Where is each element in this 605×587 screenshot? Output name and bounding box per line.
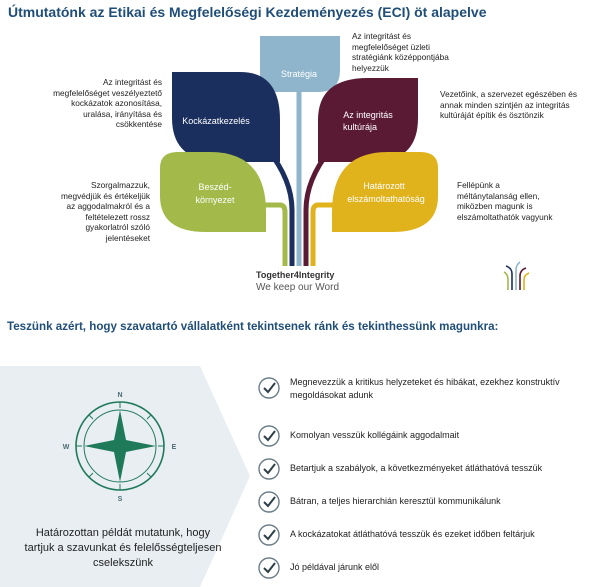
compass-e: E (171, 444, 177, 451)
checklist-item: Betartjuk a szabályok, a következményeket átláthatóvá tesszük (258, 457, 603, 487)
description-hatarozott: Fellépünk a méltánytalanság ellen, miközben magunk is elszámoltathatók vagyunk (457, 180, 553, 222)
leaf-label-integritas-2: kultúrája (342, 122, 378, 132)
check-icon (258, 425, 280, 447)
leaf-label-beszed-1: Beszéd- (198, 182, 232, 192)
check-icon (258, 557, 280, 579)
compass-icon (60, 386, 180, 506)
leaf-integritas (318, 78, 418, 162)
page-title: Útmutatónk az Etikai és Megfelelőségi Kezdeményezés (ECI) öt alapelve (8, 4, 487, 20)
leaf-label-strategia: Stratégia (280, 69, 318, 79)
description-integritas: Vezetőink, a szervezet egészében és annak minden szintjén az integritás kultúráját építik és ösztönzik (440, 89, 577, 121)
compass-w: W (62, 444, 70, 451)
checklist-item: A kockázatokat átláthatóvá tesszük és ezeket időben feltárjuk (258, 523, 603, 553)
leaf-label-integritas-1: Az integritás (343, 110, 393, 120)
checklist-item: Bátran, a teljes hierarchián keresztül kommunikálunk (258, 490, 603, 520)
brand-name: Together4Integrity (256, 270, 335, 280)
leaf-hatarozott (332, 152, 438, 232)
check-icon (258, 377, 280, 399)
check-icon (258, 491, 280, 513)
checklist-item: Megnevezzük a kritikus helyzeteket és hibákat, ezekhez konstruktív megoldásokat adunk (258, 376, 603, 406)
logo-icon (504, 262, 529, 290)
stem-kockazat (268, 150, 292, 266)
section-subtitle: Teszünk azért, hogy szavatartó vállalatként tekintsenek ránk és tekinthessünk magunkra: (7, 320, 499, 333)
stem-integritas (306, 150, 330, 266)
description-beszed: Szorgalmazzuk, megvédjük és értékeljük az aggodalmakról és a feltételezett rossz gyakorlatról szóló jelentéseket (60, 180, 150, 243)
brand-tagline: We keep our Word (256, 282, 340, 293)
leaf-label-hatarozott-1: Határozott (363, 181, 405, 191)
description-kockazat: Az integritást és megfelelőséget veszélyeztető kockázatok azonosítása, uralása, irányítása és csökkentése (53, 77, 162, 130)
leaf-label-beszed-2: környezet (195, 195, 235, 205)
leaf-label-kockazat: Kockázatkezelés (182, 116, 250, 126)
checklist-item: Komolyan vesszük kollégáink aggodalmait (258, 424, 603, 454)
leaf-strategia (260, 36, 340, 92)
compass-n: N (117, 392, 123, 399)
description-strategia: Az integritást és megfelelőséget üzleti stratégiánk középpontjába helyezzük (352, 31, 449, 73)
leaf-label-hatarozott-2: elszámoltathatóság (347, 194, 425, 204)
checklist-item: Jó példával járunk elől (258, 556, 603, 586)
check-icon (258, 458, 280, 480)
compass-s: S (117, 496, 123, 503)
panel-statement: Határozottan példát mutatunk, hogy tartjuk a szavunkat és felelősségteljesen cselekszünk (24, 527, 222, 569)
leaf-beszed (160, 152, 266, 232)
check-icon (258, 524, 280, 546)
